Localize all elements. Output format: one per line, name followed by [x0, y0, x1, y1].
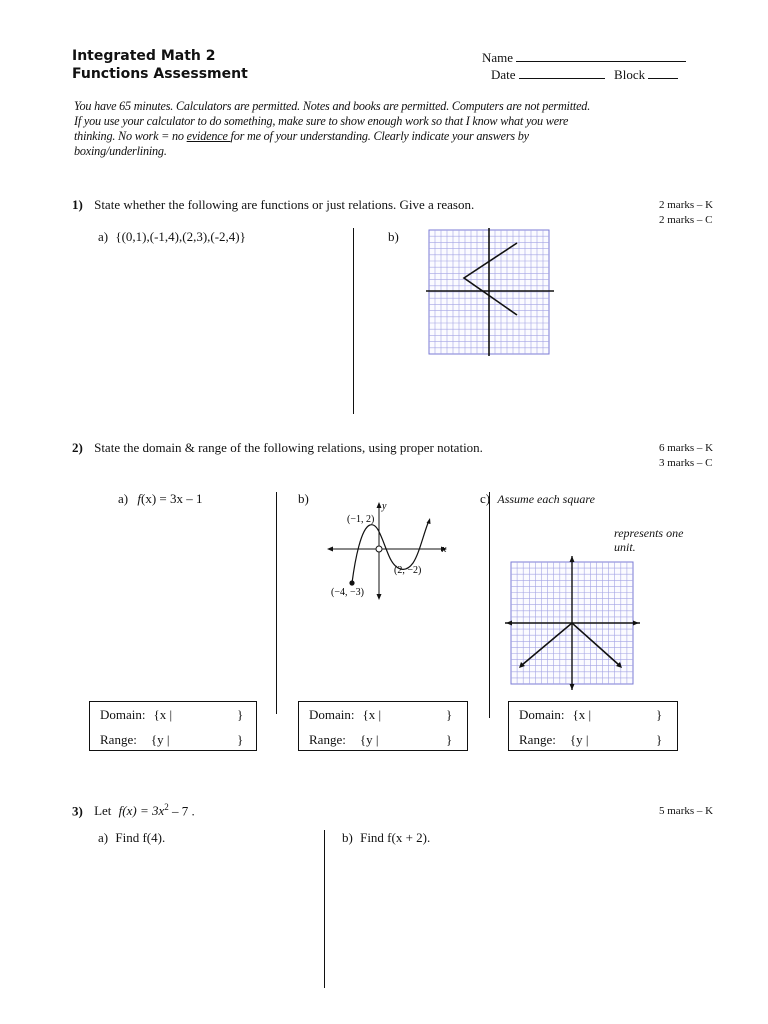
q2b-point-label-3: (−4, −3)	[331, 587, 364, 598]
instructions-line-3-b: for me of your understanding. Clearly indicate your answers by	[230, 129, 529, 143]
q1-text: State whether the following are functions or just relations. Give a reason.	[94, 197, 475, 212]
q2c-label: c)	[480, 491, 491, 506]
instructions-line-3-a: thinking. No work = no	[74, 129, 187, 143]
q3a-text: Find f(4).	[115, 830, 166, 845]
block-label: Block	[614, 67, 646, 82]
q1b-graph	[424, 228, 556, 356]
instructions-line-1: You have 65 minutes. Calculators are permitted. Notes and books are permitted. Computers are not permitted.	[74, 99, 591, 113]
instructions-line-3	[74, 129, 714, 144]
range-close-brace: }	[237, 732, 244, 747]
q3b	[342, 830, 430, 846]
q3-marks-k: 5 marks – K	[659, 805, 714, 817]
instructions-line-2: If you use your calculator to do something, make sure to show enough work so that I know what you were	[74, 114, 569, 128]
range-close-brace: }	[656, 732, 663, 747]
domain-label: Domain:	[309, 707, 355, 722]
range-set-open: {y |	[569, 732, 589, 747]
domain-label: Domain:	[100, 707, 146, 722]
q2-marks-c: 3 marks – C	[659, 457, 713, 469]
q3-function-tail: – 7 .	[168, 803, 195, 819]
domain-close-brace: }	[656, 707, 663, 722]
q2b-endpoint-closed	[349, 580, 354, 585]
q3-marks	[659, 804, 713, 819]
instructions-line-4: boxing/underlining.	[74, 144, 167, 158]
range-close-brace: }	[446, 732, 453, 747]
q1-number: 1)	[72, 197, 83, 212]
q3-number: 3)	[72, 803, 83, 819]
date-block-field[interactable]	[491, 66, 678, 83]
q2b-range-row	[309, 732, 378, 748]
q3-function: f(x) = 3x	[118, 803, 165, 819]
q2a-func-name: f	[137, 491, 141, 506]
q2c-y-arrow	[570, 556, 575, 562]
q2c-note-line-2: represents one	[614, 526, 684, 540]
q2b-y-label: y	[382, 501, 387, 512]
domain-set-open: {x |	[362, 707, 382, 722]
q2b-y-arrow	[377, 502, 382, 508]
q2a-func-body: (x) = 3x – 1	[140, 491, 203, 506]
worksheet-title	[72, 47, 248, 83]
domain-set-open: {x |	[572, 707, 592, 722]
name-label: Name	[482, 50, 514, 65]
q3-let: Let	[94, 803, 112, 819]
q3b-label: b)	[342, 830, 353, 845]
domain-close-brace: }	[446, 707, 453, 722]
q2-divider-1	[276, 492, 277, 714]
q2b-curve-arrow	[427, 518, 431, 524]
range-label: Range:	[100, 732, 137, 747]
q2b-label: b)	[298, 491, 309, 506]
domain-label: Domain:	[519, 707, 565, 722]
q2a	[118, 491, 202, 507]
range-label: Range:	[519, 732, 556, 747]
q2b-domain-row	[309, 707, 381, 723]
date-label: Date	[491, 67, 516, 82]
q2b-y-arrow-down	[377, 594, 382, 600]
q1b-label: b)	[388, 229, 399, 244]
q2b-x-label: x	[442, 544, 447, 555]
range-set-open: {y |	[359, 732, 379, 747]
q3-prompt	[72, 802, 195, 819]
evidence-underlined: evidence	[186, 129, 231, 143]
q2b-answer-box[interactable]	[298, 701, 468, 751]
q2b-point-label-2: (2, −2)	[394, 565, 422, 576]
q2a-label: a)	[118, 491, 129, 506]
q2a-range-row	[100, 732, 169, 748]
q2c-note-line-3: unit.	[614, 540, 636, 554]
q2b-origin-open-circle	[376, 546, 382, 552]
q2c-x-arrow-left	[506, 621, 512, 626]
instructions	[74, 99, 714, 159]
q1-marks	[659, 198, 713, 228]
q3-exponent: 2	[164, 802, 169, 812]
q1-marks-k: 2 marks – K	[659, 199, 714, 211]
range-label: Range:	[309, 732, 346, 747]
q2c-note-line-1: Assume each square	[497, 492, 595, 506]
q2b-point-label-1: (−1, 2)	[347, 514, 375, 525]
q2-marks	[659, 441, 713, 471]
q2c-range-row	[519, 732, 588, 748]
q1-prompt	[72, 197, 474, 213]
name-field[interactable]	[482, 49, 686, 66]
q2c-note	[614, 526, 683, 554]
title-line-2: Functions Assessment	[72, 66, 248, 82]
q2a-answer-box[interactable]	[89, 701, 257, 751]
q3b-text: Find f(x + 2).	[360, 830, 431, 845]
q1a	[98, 229, 246, 245]
q2b-x-arrow-left	[327, 547, 333, 552]
q2-prompt	[72, 440, 483, 456]
q2-number: 2)	[72, 440, 83, 455]
title-line-1: Integrated Math 2	[72, 48, 216, 64]
date-blank[interactable]	[519, 66, 605, 79]
q2c-domain-row	[519, 707, 591, 723]
q2-divider-2	[489, 492, 490, 718]
q2-text: State the domain & range of the following relations, using proper notation.	[94, 440, 483, 455]
q1a-label: a)	[98, 229, 109, 244]
q3-divider	[324, 830, 325, 988]
q2a-domain-row	[100, 707, 172, 723]
domain-set-open: {x |	[153, 707, 173, 722]
q2c-x-arrow	[633, 621, 639, 626]
range-set-open: {y |	[150, 732, 170, 747]
name-blank[interactable]	[516, 49, 686, 62]
q2c-answer-box[interactable]	[508, 701, 678, 751]
q3a	[98, 830, 165, 846]
q2c-graph	[505, 556, 640, 690]
q2c-y-arrow-down	[570, 684, 575, 690]
q3a-label: a)	[98, 830, 109, 845]
q2c-heading	[480, 491, 595, 507]
q1a-set: {(0,1),(-1,4),(2,3),(-2,4)}	[115, 229, 246, 244]
block-blank[interactable]	[648, 66, 678, 79]
q1-marks-c: 2 marks – C	[659, 214, 713, 226]
q2b-graph	[325, 500, 455, 610]
domain-close-brace: }	[237, 707, 244, 722]
q2-marks-k: 6 marks – K	[659, 442, 714, 454]
q1-divider	[353, 228, 354, 414]
